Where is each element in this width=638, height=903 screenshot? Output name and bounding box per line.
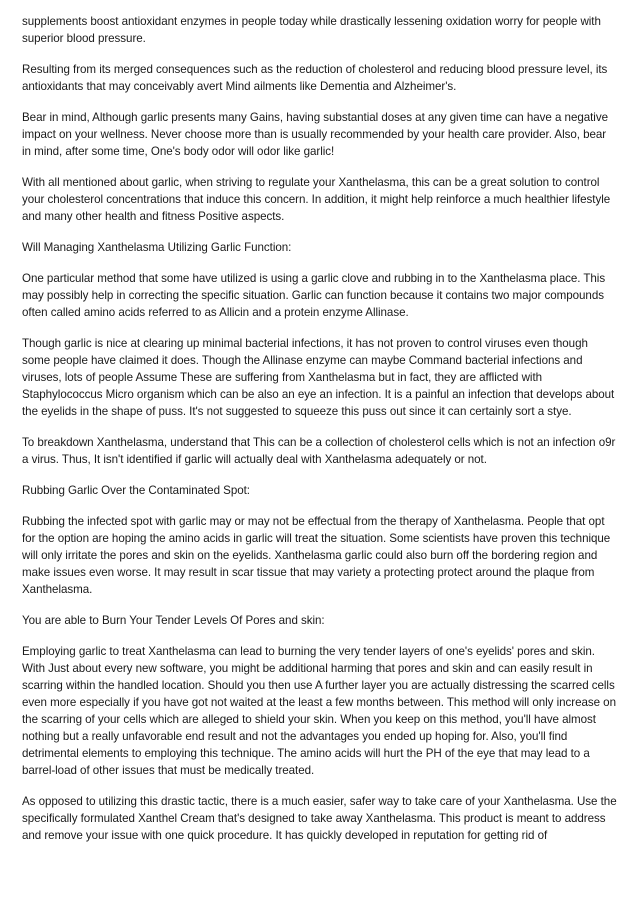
paragraph-employing-garlic: Employing garlic to treat Xanthelasma can lead to burning the very tender layers of one's eyelids' pores and skin. With Just about every new software, you might be additional harming that pores and skin and can easily result in scarring within the handled location. Should you then use A further layer you are actually distressing the scarred cells even more especially if you have got not waited at the least a few months between. This method will only increase on the scarring of your cells which are alleged to shield your skin. When you keep on this method, you'll have almost nothing but a really unfavorable end result and not the advantages you ended up hoping for. Also, you'll find detrimental elements to employing this technique. The amino acids will hurt the PH of the eye that may lead to a barrel-load of other issues that must be medically treated.	[22, 645, 616, 777]
paragraph-bear-in-mind: Bear in mind, Although garlic presents many Gains, having substantial doses at any given time can have a negative impact on your wellness. Never choose more than is usually recommended by your health care provider. Also, bear in mind, after some time, One's body odor will odor like garlic!	[22, 111, 608, 158]
document-page	[22, 13, 618, 858]
paragraph-garlic-clove-method: One particular method that some have utilized is using a garlic clove and rubbing in to the Xanthelasma place. This may possibly help in correcting the specific situation. Garlic can function because it contains two major compounds often called amino acids referred to as Allicin and a protein enzyme Allinase.	[22, 272, 606, 319]
paragraph-regulate-xanthelasma: With all mentioned about garlic, when striving to regulate your Xanthelasma, this can be a great solution to control your cholesterol concentrations that induce this concern. In addition, it might help reinforce a much healthier lifestyle and many other health and fitness Positive aspects.	[22, 176, 611, 223]
paragraph-bacterial-infections: Though garlic is nice at clearing up minimal bacterial infections, it has not proven to control viruses even though some people have claimed it does. Though the Allinase enzyme can maybe Command bacterial infections and viruses, lots of people Assume These are suffering from Xanthelasma but in fact, they are afflicted with Staphylococcus Micro organism which can be also an eye an infection. It is a painful an infection that develops about the eyelids in the shape of puss. It's not suggested to squeeze this puss out since it can certainly sort a stye.	[22, 337, 615, 418]
paragraph-xanthel-cream: As opposed to utilizing this drastic tactic, there is a much easier, safer way to take care of your Xanthelasma. Use the specifically formulated Xanthel Cream that's designed to take away Xanthelasma. This product is meant to address and remove your issue with one quick procedure. It has quickly developed in reputation for getting rid of	[22, 795, 617, 842]
section-heading-burn-skin: You are able to Burn Your Tender Levels Of Pores and skin:	[22, 614, 325, 627]
paragraph-antioxidant-enzymes: supplements boost antioxidant enzymes in people today while drastically lessening oxidation worry for people with superior blood pressure.	[22, 15, 601, 45]
section-heading-garlic-function: Will Managing Xanthelasma Utilizing Garlic Function:	[22, 241, 292, 254]
paragraph-breakdown-xanthelasma: To breakdown Xanthelasma, understand that This can be a collection of cholesterol cells which is not an infection o9r a virus. Thus, It isn't identified if garlic will actually deal with Xanthelasma adequately or not.	[22, 436, 616, 466]
paragraph-merged-consequences: Resulting from its merged consequences such as the reduction of cholesterol and reducing blood pressure level, its antioxidants that may conceivably avert Mind ailments like Dementia and Alzheimer's.	[22, 63, 608, 93]
section-heading-rubbing-garlic: Rubbing Garlic Over the Contaminated Spot:	[22, 484, 250, 497]
paragraph-rubbing-infected-spot: Rubbing the infected spot with garlic may or may not be effectual from the therapy of Xanthelasma. People that opt for the option are hoping the amino acids in garlic will treat the situation. Some scientists have proven this technique will only irritate the pores and skin on the eyelids. Xanthelasma garlic could also burn off the bordering region and make issues even worse. It may result in scar tissue that may variety a protecting protect around the plaque from Xanthelasma.	[22, 515, 611, 596]
